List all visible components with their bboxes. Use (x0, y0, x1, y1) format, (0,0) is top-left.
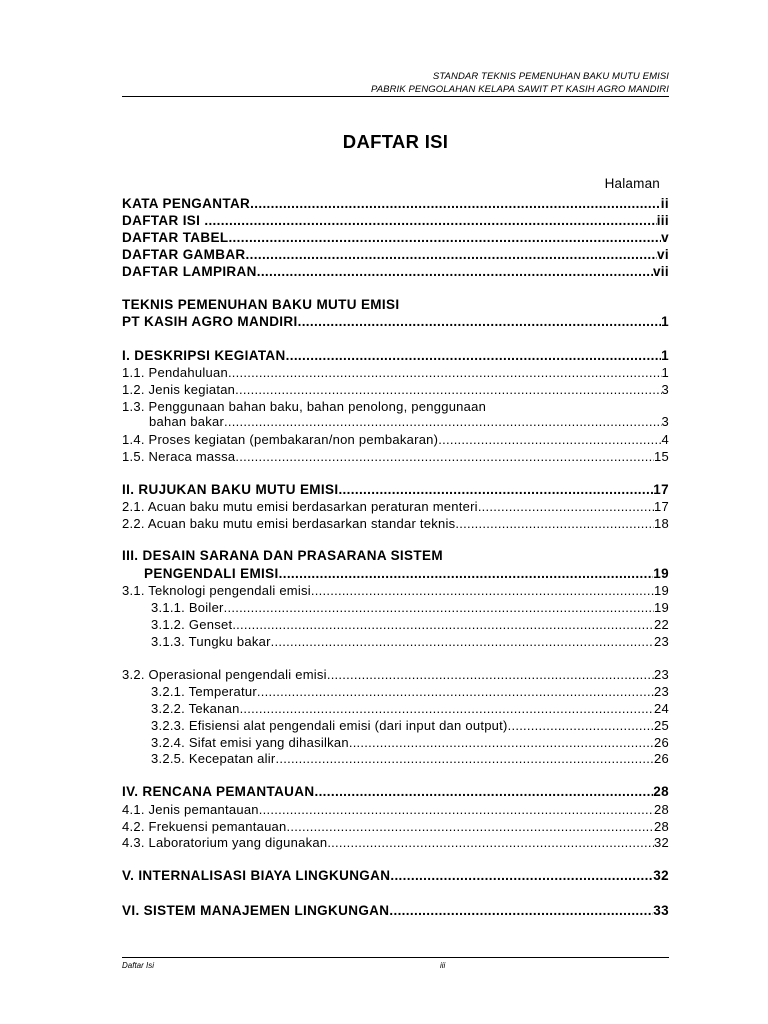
toc-entry-3-1-1[interactable] (122, 599, 669, 616)
toc-entry-page: 23 (654, 667, 669, 682)
toc-entry-page: 28 (654, 802, 669, 817)
toc-entry-label: I. DESKRIPSI KEGIATAN (122, 348, 286, 363)
toc-entry-label: TEKNIS PEMENUHAN BAKU MUTU EMISI (122, 297, 400, 312)
toc-entry-3-2-3[interactable] (122, 717, 669, 734)
toc-entry-label: 3.2.3. Efisiensi alat pengendali emisi (dari input dan output) (151, 718, 508, 733)
toc-entry-4-1[interactable] (122, 801, 669, 818)
toc-entry-3-2-2[interactable] (122, 700, 669, 717)
toc-entry-page: 17 (654, 499, 669, 514)
toc-entry-page: 3 (661, 414, 669, 429)
toc-entry-label: 3.1.1. Boiler (151, 600, 224, 615)
toc-entry-label: 3.1.3. Tungku bakar (151, 634, 271, 649)
toc-entry-label: 3.2. Operasional pengendali emisi (122, 667, 327, 682)
toc-entry-daftar-isi[interactable] (122, 212, 669, 229)
toc-entry-label: 1.1. Pendahuluan (122, 365, 228, 380)
toc-entry-1-3[interactable] (122, 413, 669, 430)
toc-entry-page: vii (652, 264, 669, 279)
toc-entry-page: 22 (654, 617, 669, 632)
toc-entry-page: 3 (661, 382, 669, 397)
header-divider (122, 96, 669, 97)
toc-chapter-1[interactable] (122, 347, 669, 364)
toc-chapter-2[interactable] (122, 481, 669, 498)
toc-entry-daftar-gambar[interactable] (122, 246, 669, 263)
toc-entry-4-3[interactable] (122, 834, 669, 851)
toc-entry-label: 1.2. Jenis kegiatan (122, 382, 236, 397)
toc-entry-page: 32 (653, 868, 669, 883)
dot-leader (235, 448, 654, 465)
toc-entry-label: 2.2. Acuan baku mutu emisi berdasarkan standar teknis (122, 516, 456, 531)
toc-entry-page: iii (656, 213, 669, 228)
dot-leader (224, 599, 654, 616)
toc-entry-page: 23 (654, 634, 669, 649)
toc-entry-3-2[interactable] (122, 666, 669, 683)
dot-leader (298, 313, 662, 330)
dot-leader (327, 834, 654, 851)
toc-entry-label: 3.1.2. Genset (151, 617, 233, 632)
toc-entry-page: 33 (653, 903, 669, 918)
dot-leader (389, 902, 653, 919)
toc-entry-label: 4.1. Jenis pemantauan (122, 802, 259, 817)
toc-entry-page: v (661, 230, 669, 245)
toc-chapter-6[interactable] (122, 902, 669, 919)
dot-leader (508, 717, 654, 734)
toc-chapter-4[interactable] (122, 783, 669, 800)
header-line-1: STANDAR TEKNIS PEMENUHAN BAKU MUTU EMISI (432, 71, 669, 82)
dot-leader (257, 263, 653, 280)
toc-entry-page: 1 (661, 365, 669, 380)
toc-entry-label: KATA PENGANTAR (122, 196, 251, 211)
toc-entry-label: 2.1. Acuan baku mutu emisi berdasarkan peraturan menteri (122, 499, 478, 514)
toc-entry-page: 18 (654, 516, 669, 531)
dot-leader (455, 515, 654, 532)
dot-leader (235, 381, 661, 398)
toc-entry-label: 3.2.5. Kecepatan alir (151, 751, 276, 766)
toc-entry-1-4[interactable] (122, 431, 669, 448)
toc-entry-daftar-lampiran[interactable] (122, 263, 669, 280)
dot-leader (390, 867, 653, 884)
toc-entry-label: II. RUJUKAN BAKU MUTU EMISI (122, 482, 339, 497)
dot-leader (287, 818, 655, 835)
toc-entry-3-1-3[interactable] (122, 633, 669, 650)
toc-entry-2-1[interactable] (122, 498, 669, 515)
toc-entry-kata-pengantar[interactable] (122, 195, 669, 212)
dot-leader (279, 565, 654, 582)
toc-entry-3-2-1[interactable] (122, 683, 669, 700)
toc-entry-label: V. INTERNALISASI BIAYA LINGKUNGAN (122, 868, 391, 883)
dot-leader (438, 431, 661, 448)
toc-entry-label: 1.5. Neraca massa (122, 449, 236, 464)
toc-entry-label: 3.2.1. Temperatur (151, 684, 257, 699)
toc-entry-label: DAFTAR ISI (122, 213, 205, 228)
toc-entry-page: 4 (661, 432, 669, 447)
dot-leader (240, 700, 654, 717)
toc-entry-3-2-5[interactable] (122, 750, 669, 767)
toc-entry-1-2[interactable] (122, 381, 669, 398)
dot-leader (250, 195, 661, 212)
toc-entry-page: 24 (654, 701, 669, 716)
toc-entry-label: 3.2.2. Tekanan (151, 701, 240, 716)
dot-leader (259, 801, 654, 818)
toc-entry-label: bahan bakar (149, 414, 225, 429)
dot-leader (224, 413, 661, 430)
toc-entry-4-2[interactable] (122, 818, 669, 835)
toc-entry-label: 1.3. Penggunaan bahan baku, bahan penolong, penggunaan (122, 399, 487, 414)
toc-entry-label: VI. SISTEM MANAJEMEN LINGKUNGAN (122, 903, 390, 918)
toc-entry-intro[interactable] (122, 313, 669, 330)
toc-intro-line-1 (122, 296, 669, 313)
dot-leader (228, 364, 662, 381)
dot-leader (204, 212, 656, 229)
dot-leader (271, 633, 654, 650)
dot-leader (257, 683, 654, 700)
toc-entry-page: ii (660, 196, 669, 211)
dot-leader (478, 498, 654, 515)
dot-leader (246, 246, 657, 263)
toc-entry-page: 26 (654, 735, 669, 750)
dot-leader (228, 229, 661, 246)
dot-leader (286, 347, 662, 364)
dot-leader (232, 616, 654, 633)
dot-leader (338, 481, 653, 498)
toc-entry-label: PT KASIH AGRO MANDIRI (122, 314, 298, 329)
dot-leader (276, 750, 655, 767)
toc-chapter-3-line-1[interactable] (122, 547, 669, 564)
toc-entry-3-1-2[interactable] (122, 616, 669, 633)
page-title: DAFTAR ISI (342, 131, 449, 152)
toc-entry-page: 1 (661, 314, 669, 329)
toc-entry-page: vi (657, 247, 669, 262)
footer-page-number: iii (440, 961, 446, 970)
dot-leader (314, 783, 653, 800)
toc-entry-page: 19 (653, 566, 669, 581)
toc-entry-page: 19 (654, 583, 669, 598)
toc-chapter-5[interactable] (122, 867, 669, 884)
toc-entry-daftar-tabel[interactable] (122, 229, 669, 246)
toc-entry-3-1[interactable] (122, 582, 669, 599)
toc-entry-label: III. DESAIN SARANA DAN PRASARANA SISTEM (122, 548, 443, 563)
toc-entry-page: 28 (654, 819, 669, 834)
toc-entry-page: 25 (654, 718, 669, 733)
toc-entry-label: DAFTAR GAMBAR (122, 247, 246, 262)
toc-entry-label: 3.2.4. Sifat emisi yang dihasilkan (151, 735, 349, 750)
toc-entry-label: 4.3. Laboratorium yang digunakan (122, 835, 328, 850)
header-line-2: PABRIK PENGOLAHAN KELAPA SAWIT PT KASIH AGRO MANDIRI (370, 84, 669, 95)
toc-entry-page: 17 (653, 482, 669, 497)
toc-entry-label: PENGENDALI EMISI (144, 566, 279, 581)
toc-entry-label: DAFTAR LAMPIRAN (122, 264, 257, 279)
toc-entry-page: 26 (654, 751, 669, 766)
page-column-label: Halaman (604, 176, 660, 191)
toc-entry-3-2-4[interactable] (122, 734, 669, 751)
toc-entry-1-5[interactable] (122, 448, 669, 465)
toc-entry-page: 28 (653, 784, 669, 799)
dot-leader (349, 734, 654, 751)
toc-entry-page: 32 (654, 835, 669, 850)
dot-leader (311, 582, 654, 599)
footer-divider (122, 957, 669, 958)
toc-entry-label: 3.1. Teknologi pengendali emisi (122, 583, 311, 598)
toc-entry-page: 15 (654, 449, 669, 464)
footer-section-name: Daftar Isi (122, 961, 155, 970)
toc-entry-page: 1 (661, 348, 669, 363)
toc-entry-label: 4.2. Frekuensi pemantauan (122, 819, 287, 834)
toc-entry-label: IV. RENCANA PEMANTAUAN (122, 784, 315, 799)
dot-leader (327, 666, 654, 683)
toc-entry-page: 23 (654, 684, 669, 699)
toc-entry-1-1[interactable] (122, 364, 669, 381)
toc-chapter-3[interactable] (122, 565, 669, 582)
toc-entry-label: 1.4. Proses kegiatan (pembakaran/non pembakaran) (122, 432, 439, 447)
running-header (122, 70, 669, 96)
toc-entry-label: DAFTAR TABEL (122, 230, 229, 245)
toc-entry-page: 19 (654, 600, 669, 615)
toc-entry-2-2[interactable] (122, 515, 669, 532)
